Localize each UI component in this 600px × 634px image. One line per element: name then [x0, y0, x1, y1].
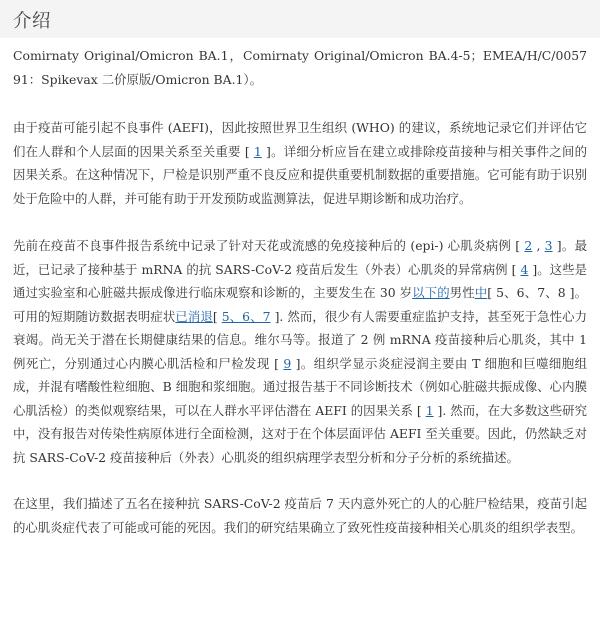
paragraph-text: [ 5、6、7、8 ]。可用的短期随访数据表明症状	[13, 285, 587, 324]
paragraph-aefi	[13, 116, 587, 210]
paragraph-text: ,	[532, 238, 545, 253]
citation-link-5-7[interactable]: 5、6、7	[221, 308, 271, 324]
glossary-link-among[interactable]: 中	[474, 285, 488, 300]
citation-link-4[interactable]: 4	[520, 261, 529, 277]
paragraph-myocarditis	[13, 234, 587, 469]
citation-link-9[interactable]: 9	[283, 355, 292, 371]
paragraph-text: [	[212, 308, 222, 324]
paragraph-text: ]。最近，已记录了接种基于 mRNA 的抗 SARS-CoV-2 疫苗后发生（外表）心肌炎的异常病例 [	[13, 238, 587, 277]
citation-link-2[interactable]: 2	[524, 238, 533, 253]
paragraph-text: Comirnaty Original/Omicron BA.1，Comirnaty Original/Omicron BA.4-5；EMEA/H/C/005791：Spikevax 二价原版/Omicron BA.1）。	[13, 48, 587, 87]
citation-link-3[interactable]: 3	[544, 238, 553, 253]
citation-link-1[interactable]: 1	[253, 143, 262, 159]
paragraph-text: 由于疫苗可能引起不良事件 (AEFI)，因此按照世界卫生组织 (WHO) 的建议，系统地记录它们并评估它们在人群和个人层面的因果关系至关重要 [	[13, 120, 587, 159]
paragraph-text: ]。组织学显示炎症浸润主要由 T 细胞和巨噬细胞组成，并混有嗜酸性粒细胞、B 细胞和浆细胞。通过报告基于不同诊断技术（例如心脏磁共振成像、心内膜心肌活检）的类似观察结果，可以在人群水平评估潜在 AEFI 的因果关系 [	[13, 355, 587, 418]
paragraph-vaccine-list	[13, 44, 587, 92]
paragraph-summary	[13, 492, 587, 539]
section-title: 介绍	[13, 11, 52, 32]
paragraph-text: ]。这些是通过实验室和心脏磁共振成像进行临床观察和诊断的，主要发生在 30 岁	[13, 261, 587, 300]
paragraph-text: ]。详细分析应旨在建立或排除疫苗接种与相关事件之间的因果关系。在这种情况下，尸检是识别严重不良反应和提供重要机制数据的重要措施。它可能有助于识别处于危险中的人群，并可能有助于开发预防或监测算法，促进早期诊断和成功治疗。	[13, 143, 587, 206]
glossary-link-below[interactable]: 以下的	[412, 285, 450, 300]
paragraph-text: ]. 然而，很少有人需要重症监护支持，甚至死于急性心力衰竭。尚无关于潜在长期健康结果的信息。维尔马等。报道了 2 例 mRNA 疫苗接种后心肌炎，其中 1 例死亡，分别通过心内膜心肌活检和尸检发现 [	[13, 308, 588, 371]
paragraph-text: 男性	[449, 285, 475, 300]
citation-link-1b[interactable]: 1	[425, 402, 434, 418]
paragraph-text: 在这里，我们描述了五名在接种抗 SARS-CoV-2 疫苗后 7 天内意外死亡的人的心脏尸检结果，疫苗引起的心肌炎症代表了可能或可能的死因。我们的研究结果确立了致死性疫苗接种相关心肌炎的组织学表型。	[13, 496, 587, 535]
article-body	[13, 44, 587, 539]
paragraph-text: ]. 然而，在大多数这些研究中，没有报告对传染性病原体进行全面检测，这对于在个体层面评估 AEFI 至关重要。因此，仍然缺乏对抗 SARS-CoV-2 疫苗接种后（外表）心肌炎的组织病理学表型分析和分子分析的系统描述。	[13, 402, 587, 465]
paragraph-text: 先前在疫苗不良事件报告系统中记录了针对天花或流感的免疫接种后的 (epi-) 心肌炎病例 [	[13, 238, 525, 253]
glossary-link-resolved[interactable]: 已消退	[175, 308, 213, 324]
section-header	[0, 0, 600, 38]
